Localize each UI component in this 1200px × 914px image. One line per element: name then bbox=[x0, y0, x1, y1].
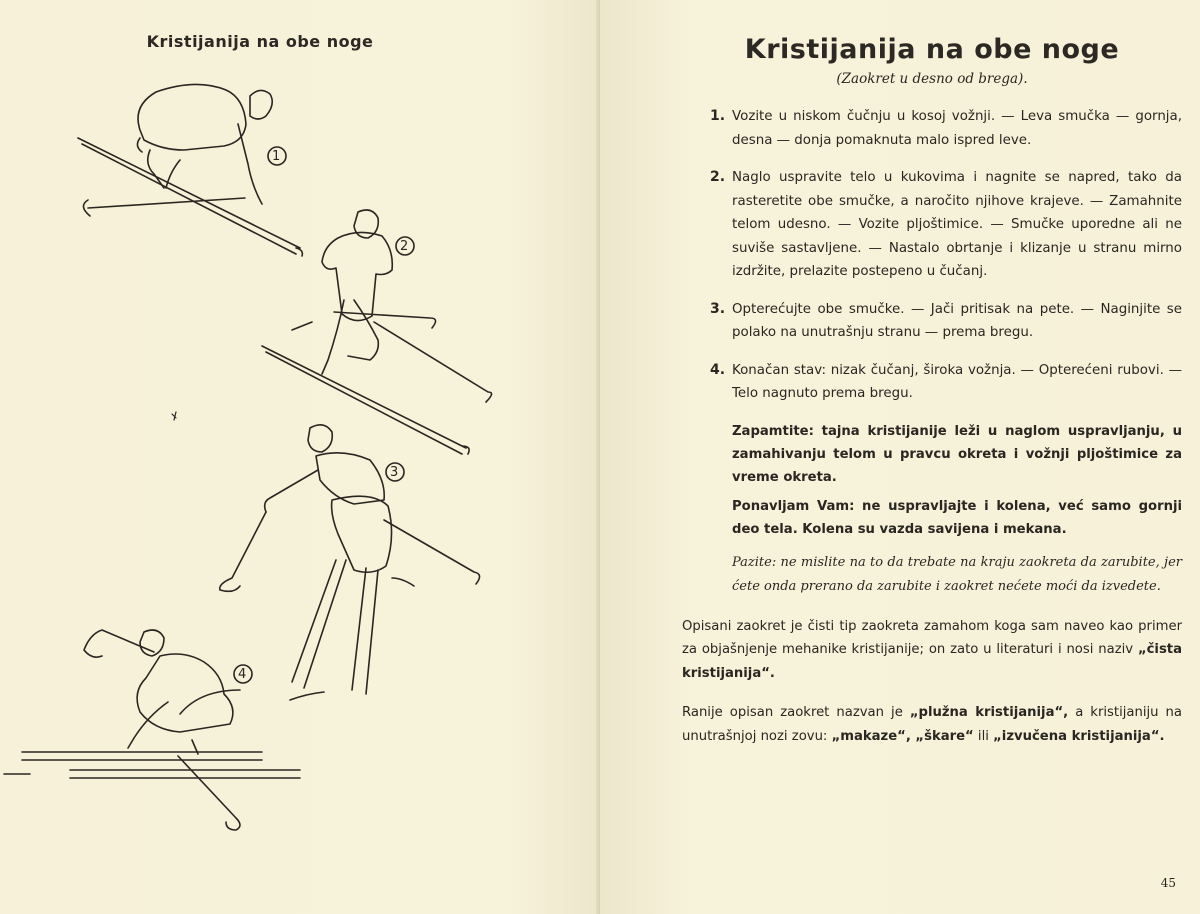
step-2 bbox=[682, 166, 1182, 284]
caution-note: Pazite: ne mislite na to da trebate na kraju zaokreta da zarubite, jer ćete onda prerano da zarubite i zaokret nećete moći da izvedete. bbox=[732, 554, 1182, 594]
term-cista-kristijanija: „čista kristijanija“. bbox=[682, 642, 1182, 681]
figure-number-4: 4 bbox=[238, 667, 247, 682]
paragraph-plow-christiania bbox=[682, 701, 1182, 748]
step-number: 2. bbox=[710, 169, 726, 185]
step-4 bbox=[682, 359, 1182, 406]
figure-number-1: 1 bbox=[272, 149, 281, 164]
right-page bbox=[600, 0, 1200, 914]
skier-figure-3 bbox=[220, 425, 480, 700]
step-number: 1. bbox=[710, 108, 726, 124]
step-text: Konačan stav: nizak čučanj, široka vožnja. — Opterećeni rubovi. — Telo nagnuto prema bregu. bbox=[732, 362, 1182, 401]
term-pluzna-kristijanija: „plužna kristijanija“, bbox=[909, 705, 1069, 720]
paragraph-text: ili bbox=[973, 728, 994, 744]
term-izvucena-kristijanija: „izvučena kristijanija“. bbox=[993, 728, 1165, 744]
skier-figure-4 bbox=[4, 630, 300, 830]
figure-number-2: 2 bbox=[400, 239, 409, 254]
step-text: Opterećujte obe smučke. — Jači pritisak na pete. — Naginjite se polako na unutrašnju stranu — prema bregu. bbox=[732, 301, 1182, 340]
skier-figure-1 bbox=[78, 84, 302, 256]
left-page-title: Kristijanija na obe noge bbox=[146, 32, 374, 51]
right-page-subtitle: (Zaokret u desno od brega). bbox=[836, 71, 1028, 87]
step-number: 4. bbox=[710, 361, 726, 378]
paragraph-text: a kristijaniju na unutrašnjoj nozi zovu: bbox=[682, 705, 1182, 744]
step-text: Vozite u niskom čučnju u kosoj vožnji. — Leva smučka — gornja, desna — donja pomaknuta malo ispred leve. bbox=[732, 109, 1182, 148]
paragraph-text: Opisani zaokret je čisti tip zaokreta zamahom koga sam naveo kao primer za objašnjenje mehanike kristijanije; on zato u literaturi i nosi naziv bbox=[682, 618, 1182, 657]
remember-paragraph-1: Zapamtite: tajna kristijanije leži u naglom uspravljanju, u zamahivanju telom u pravcu okreta i vožnji pljoštimice za vreme okreta. bbox=[732, 423, 1182, 485]
step-number: 3. bbox=[710, 300, 726, 317]
remember-note bbox=[682, 420, 1182, 541]
remember-paragraph-2: Ponavljam Vam: ne uspravljajte i kolena, već samo gornji deo tela. Kolena su vazda savijena i mekana. bbox=[732, 498, 1182, 537]
right-page-title: Kristijanija na obe noge bbox=[744, 34, 1120, 65]
step-1 bbox=[682, 105, 1182, 152]
figure-number-3: 3 bbox=[390, 465, 399, 480]
steps-list bbox=[682, 105, 1182, 406]
paragraph-text: Ranije opisan zaokret nazvan je bbox=[682, 705, 910, 720]
paragraph-pure-christiania bbox=[682, 615, 1182, 686]
right-page-content bbox=[682, 34, 1182, 748]
page-number: 45 bbox=[1160, 876, 1176, 890]
step-3 bbox=[682, 298, 1182, 345]
term-makaze-skare: „makaze“, „škare“ bbox=[831, 728, 974, 744]
step-text: Naglo uspravite telo u kukovima i nagnite se napred, tako da rasteretite obe smučke, a naročito njihove krajeve. — Zamahnite telom udesno. — Vozite pljoštimice. — Smučke uporedne ali ne suviše sastavljene. — Nastalo obrtanje i klizanje u stranu mirno izdržite, prelazite postepeno u čučanj. bbox=[732, 170, 1182, 279]
